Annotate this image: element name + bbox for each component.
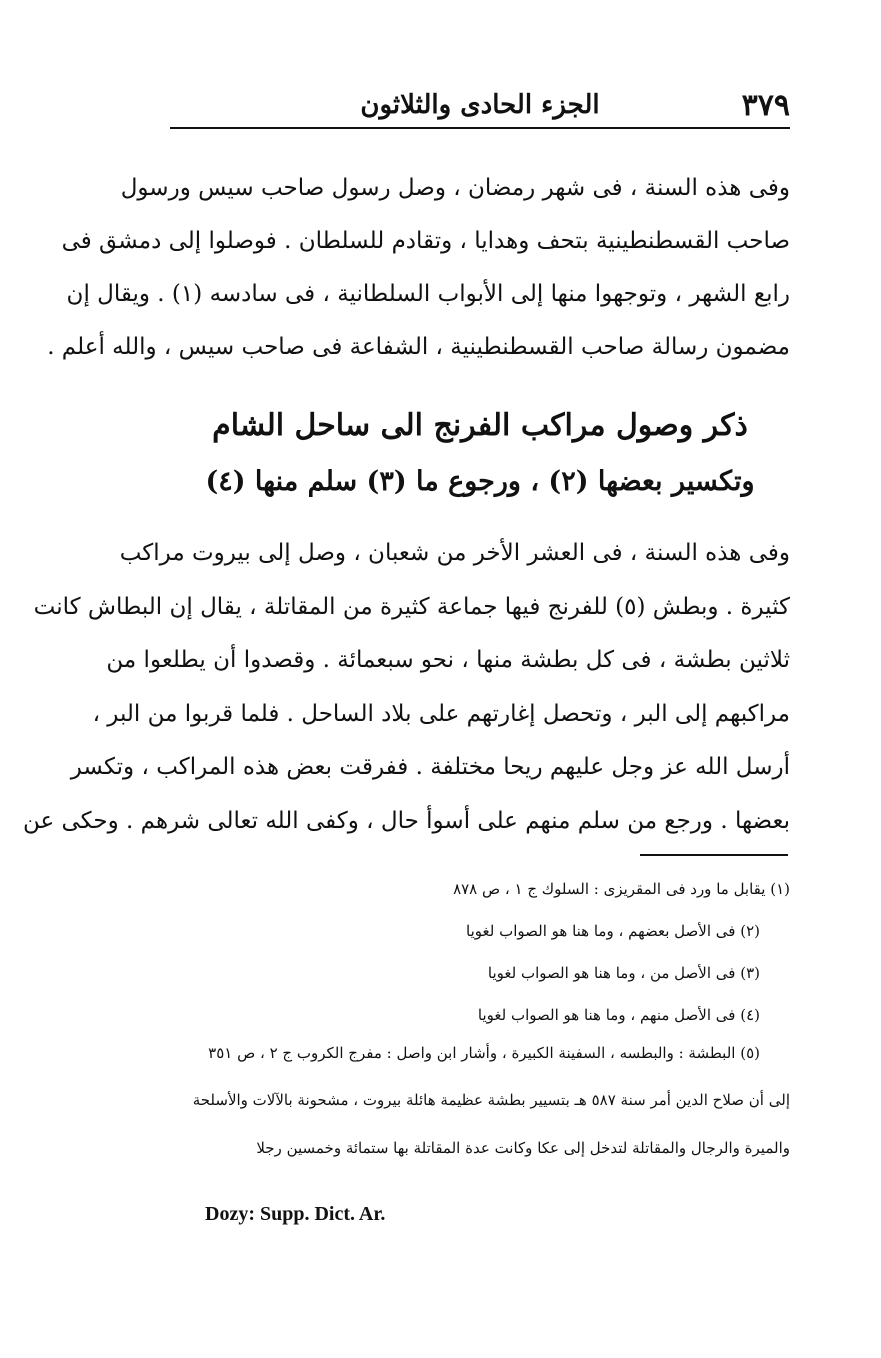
text-line: أرسل الله عز وجل عليهم ريحا مختلفة . ففرقت بعض هذه المراكب ، وتكسر: [70, 754, 790, 780]
paragraph-2: [22, 527, 790, 848]
footnote-text: يقابل ما ورد فى المقريزى : السلوك ج ١ ، ص ٨٧٨: [453, 880, 766, 898]
text-line: كثيرة . وبطش (٥) للفرنج فيها جماعة كثيرة من المقاتلة ، يقال إن البطاش كانت: [33, 593, 790, 620]
footnote-3: [160, 954, 790, 996]
footnote-text: البطشة : والبطسه ، السفينة الكبيرة ، وأشار ابن واصل : مفرج الكروب ج ٢ ، ص ٣٥١: [208, 1044, 736, 1062]
footnote-text: فى الأصل منهم ، وما هنا هو الصواب لغويا: [477, 1006, 736, 1024]
header-rule: [170, 127, 790, 129]
text-line: مضمون رسالة صاحب القسطنطينية ، الشفاعة فى صاحب سيس ، والله أعلم .: [47, 334, 790, 360]
text-line: مراكبهم إلى البر ، وتحصل إغارتهم على بلاد الساحل . فلما قربوا من البر ،: [92, 700, 790, 727]
text-line: صاحب القسطنطينية بتحف وهدايا ، وتقادم للسلطان . فوصلوا إلى دمشق فى: [61, 228, 790, 254]
text-line: وفى هذه السنة ، فى العشر الأخر من شعبان ، وصل إلى بيروت مراكب: [119, 540, 790, 566]
footnote-number: (١): [770, 880, 790, 898]
page-header: [170, 82, 790, 126]
paragraph-1: [47, 162, 790, 374]
footnote-number: (٥): [740, 1044, 760, 1062]
footnote-number: (٤): [740, 1006, 760, 1024]
footnotes: [160, 870, 790, 1178]
text-line: وفى هذه السنة ، فى شهر رمضان ، وصل رسول صاحب سيس ورسول: [120, 175, 790, 201]
footnote-5: [160, 1038, 790, 1082]
footnote-number: (٢): [740, 922, 760, 940]
section-heading-line-2: وتكسير بعضها (٢) ، ورجوع ما (٣) سلم منها (٤): [205, 466, 755, 497]
footnote-2: [160, 912, 790, 954]
footnote-text: فى الأصل بعضهم ، وما هنا هو الصواب لغويا: [466, 922, 736, 940]
section-heading-line-1: ذكر وصول مراكب الفرنج الى ساحل الشام: [212, 408, 748, 443]
text-line: ثلاثين بطشة ، فى كل بطشة منها ، نحو سبعمائة . وقصدوا أن يطلعوا من: [106, 647, 790, 673]
footnote-1: [160, 870, 790, 912]
footnote-text: فى الأصل من ، وما هنا هو الصواب لغويا: [487, 964, 736, 982]
footnote-rule: [640, 854, 788, 856]
footnote-number: (٣): [740, 964, 760, 982]
footnote-5-continuation: والميرة والرجال والمقاتلة لتدخل إلى عكا وكانت عدة المقاتلة بها ستمائة وخمسين رجلا: [256, 1139, 790, 1157]
footnote-4: [160, 996, 790, 1038]
text-line: بعضها . ورجع من سلم منهم على أسوأ حال ، وكفى الله تعالى شرهم . وحكى عن: [22, 807, 790, 834]
footnote-5-continuation: إلى أن صلاح الدين أمر سنة ٥٨٧ هـ بتسيير بطشة عظيمة هائلة بيروت ، مشحونة بالآلات والأسلحة: [192, 1091, 790, 1109]
text-line: رابع الشهر ، وتوجهوا منها إلى الأبواب السلطانية ، فى سادسه (١) . ويقال إن: [66, 281, 790, 307]
running-title: الجزء الحادى والثلاثون: [360, 90, 600, 120]
page-number: ٣٧٩: [741, 88, 790, 123]
latin-reference: Dozy: Supp. Dict. Ar.: [205, 1203, 386, 1225]
